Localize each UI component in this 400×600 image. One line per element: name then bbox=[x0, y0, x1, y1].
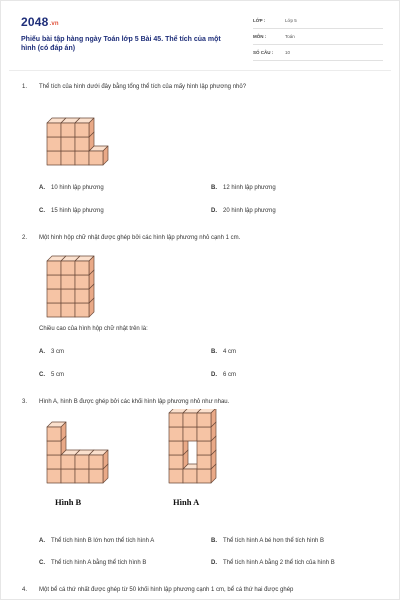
option-letter: C. bbox=[39, 208, 45, 214]
figure-b-cubes bbox=[45, 413, 109, 485]
option-text: 5 cm bbox=[51, 372, 65, 378]
option-letter: B. bbox=[211, 538, 217, 544]
header-divider bbox=[9, 70, 391, 71]
option-letter: A. bbox=[39, 349, 45, 355]
option-text: 4 cm bbox=[223, 349, 237, 355]
question-2-option-d[interactable] bbox=[211, 372, 236, 378]
option-letter: A. bbox=[39, 185, 45, 191]
figure-a-cubes bbox=[165, 409, 229, 485]
option-text: Thể tích hình A bằng thể tích hình B bbox=[51, 560, 147, 566]
option-text: Thể tích hình B lớn hơn thể tích hình A bbox=[51, 538, 155, 544]
site-logo[interactable] bbox=[21, 15, 59, 29]
question-2-option-b[interactable] bbox=[211, 349, 236, 355]
question-1-option-b[interactable] bbox=[211, 185, 276, 191]
question-2-subtext: Chiều cao của hình hộp chữ nhật trên là: bbox=[39, 326, 148, 332]
meta-row-subject bbox=[253, 31, 383, 45]
logo-main-text: 2048 bbox=[21, 15, 49, 29]
meta-value: Toán bbox=[285, 34, 295, 39]
option-text: 15 hình lập phương bbox=[51, 208, 104, 214]
option-text: 10 hình lập phương bbox=[51, 185, 104, 191]
meta-row-count bbox=[253, 47, 383, 61]
option-letter: B. bbox=[211, 349, 217, 355]
question-4-text: Một bể cá thứ nhất được ghép từ 50 khối hình lập phương cạnh 1 cm, bể cá thứ hai được ghép bbox=[39, 587, 294, 593]
option-letter: C. bbox=[39, 372, 45, 378]
question-1-option-c[interactable] bbox=[39, 208, 104, 214]
option-text: 12 hình lập phương bbox=[223, 185, 276, 191]
question-1-text: Thể tích của hình dưới đây bằng tổng thể tích của mấy hình lập phương nhỏ? bbox=[39, 84, 247, 90]
question-3-option-c[interactable] bbox=[39, 560, 146, 566]
option-text: Thể tích hình A bằng 2 thể tích của hình B bbox=[223, 560, 335, 566]
option-text: 3 cm bbox=[51, 349, 65, 355]
question-2-option-c[interactable] bbox=[39, 372, 64, 378]
meta-value: Lớp 5 bbox=[285, 18, 297, 23]
question-3-option-d[interactable] bbox=[211, 560, 335, 566]
question-2-box-figure bbox=[45, 247, 101, 319]
question-3-number: 3. bbox=[22, 399, 28, 405]
question-1-cube-figure bbox=[45, 99, 125, 169]
figure-a-label: Hình A bbox=[173, 497, 200, 507]
question-3-option-b[interactable] bbox=[211, 538, 324, 544]
option-text: Thể tích hình A bé hơn thể tích hình B bbox=[223, 538, 325, 544]
meta-row-class bbox=[253, 15, 383, 29]
question-3-text: Hình A, hình B được ghép bởi các khối hình lập phương nhỏ như nhau. bbox=[39, 399, 230, 405]
worksheet-meta bbox=[253, 15, 383, 63]
question-1-option-a[interactable] bbox=[39, 185, 104, 191]
question-2-number: 2. bbox=[22, 235, 28, 241]
meta-label: SỐ CÂU : bbox=[253, 50, 274, 55]
question-4-number: 4. bbox=[22, 587, 28, 593]
meta-label: LỚP : bbox=[253, 18, 266, 23]
option-letter: D. bbox=[211, 560, 217, 566]
meta-label: MÔN : bbox=[253, 34, 267, 39]
question-2-option-a[interactable] bbox=[39, 349, 64, 355]
option-letter: C. bbox=[39, 560, 45, 566]
question-3-option-a[interactable] bbox=[39, 538, 154, 544]
option-letter: B. bbox=[211, 185, 217, 191]
question-1-option-d[interactable] bbox=[211, 208, 276, 214]
option-letter: D. bbox=[211, 208, 217, 214]
question-2-text: Một hình hộp chữ nhật được ghép bởi các hình lập phương nhỏ cạnh 1 cm. bbox=[39, 235, 241, 241]
option-letter: D. bbox=[211, 372, 217, 378]
figure-b-label: Hình B bbox=[55, 497, 82, 507]
meta-value: 10 bbox=[285, 50, 291, 55]
option-text: 20 hình lập phương bbox=[223, 208, 276, 214]
option-text: 6 cm bbox=[223, 372, 237, 378]
worksheet-title: Phiếu bài tập hàng ngày Toán lớp 5 Bài 45. Thể tích của một hình (có đáp án) bbox=[21, 36, 221, 52]
logo-suffix-text: .vn bbox=[49, 21, 59, 27]
question-1-number: 1. bbox=[22, 84, 28, 90]
option-letter: A. bbox=[39, 538, 45, 544]
